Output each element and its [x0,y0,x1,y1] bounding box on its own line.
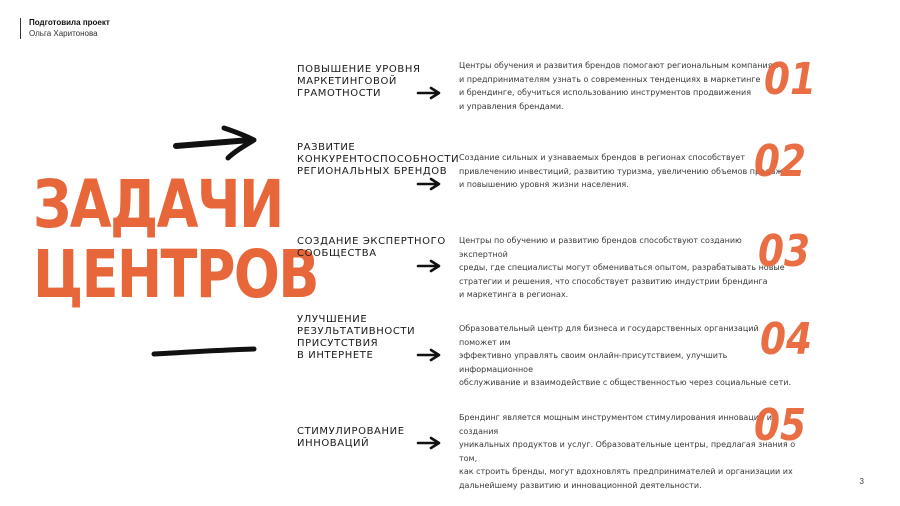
arrow-right-icon [416,348,442,362]
task-description [459,234,789,302]
task-heading-line: КОНКУРЕНТОСПОСОБНОСТИ [297,154,460,165]
author-name: Ольга Харитонова [29,29,98,38]
task-number: 01 [764,54,817,105]
title-line-1: ЗАДАЧИ [33,166,283,243]
task-number: 04 [760,314,813,365]
task-heading-line: СООБЩЕСТВА [297,248,377,259]
task-heading [297,64,421,100]
task-text-line: Центры по обучению и развитию брендов способствуют созданию экспертной [459,236,742,259]
task-heading [297,142,459,178]
task-heading-line: СОЗДАНИЕ ЭКСПЕРТНОГО [297,236,446,247]
task-text-line: дальнейшему развитию и инновационной деятельности. [459,480,702,490]
arrow-right-icon [416,177,442,191]
arrow-right-icon [416,86,442,100]
brush-arrow-icon [172,124,262,164]
task-heading-line: РАЗВИТИЕ [297,142,356,153]
task-heading-line: В ИНТЕРНЕТЕ [297,350,374,361]
author-credit [20,18,110,39]
task-heading-line: ГРАМОТНОСТИ [297,88,382,99]
arrow-right-icon [416,259,442,273]
task-heading [297,426,405,450]
task-heading-line: УЛУЧШЕНИЕ [297,314,368,325]
brush-stroke-icon [150,342,260,362]
task-number: 02 [754,136,807,187]
task-heading-line: РЕГИОНАЛЬНЫХ БРЕНДОВ [297,166,448,177]
task-text-line: среды, где специалисты могут обмениваться опытом, разрабатывать новые [459,263,785,272]
task-text-line: привлечению инвестиций, развитию туризма, увеличению объемов продаж [459,166,783,176]
title-line-2: ЦЕНТРОВ [33,236,318,313]
task-number: 05 [754,400,807,451]
arrow-right-icon [416,436,442,450]
task-text-line: как строить бренды, могут вдохновлять предпринимателей и организации их [459,467,793,476]
task-text-line: и управления брендами. [459,101,564,111]
task-heading-line: ПРИСУТСТВИЯ [297,338,379,349]
task-heading [297,314,415,362]
task-description [459,411,804,492]
author-label: Подготовила проект [29,18,110,27]
task-heading-line: ИННОВАЦИЙ [297,438,370,449]
task-text-line: обслуживание и взаимодействие с общественностью через социальные сети. [459,378,791,387]
task-description [459,322,799,390]
task-heading [297,236,446,260]
task-text-line: Образовательный центр для бизнеса и государственных организаций поможет им [459,324,759,347]
task-text-line: эффективно управлять своим онлайн-присутствием, улучшить информационное [459,351,728,374]
task-description [459,59,789,113]
task-heading-line: МАРКЕТИНГОВОЙ [297,76,398,87]
task-text-line: и предпринимателям узнать о современных тенденциях в маркетинге [459,74,761,84]
task-heading-line: СТИМУЛИРОВАНИЕ [297,426,405,437]
task-description [459,151,789,192]
task-text-line: Центры обучения и развития брендов помогают региональным компаниям [459,61,779,70]
page-title [33,166,318,313]
task-text-line: и повышению уровня жизни населения. [459,180,629,189]
page-number: 3 [859,477,864,486]
task-heading-line: РЕЗУЛЬТАТИВНОСТИ [297,326,416,337]
task-heading-line: ПОВЫШЕНИЕ УРОВНЯ [297,64,421,75]
task-text-line: и брендинге, обучиться использованию инструментов продвижения [459,88,752,97]
task-text-line: Брендинг является мощным инструментом стимулирования инноваций и создания [459,413,772,436]
task-text-line: стратегии и решения, что способствует развитию индустрии брендинга [459,276,768,286]
task-text-line: Создание сильных и узнаваемых брендов в регионах способствует [459,153,745,162]
task-text-line: и маркетинга в регионах. [459,290,569,299]
task-text-line: уникальных продуктов и услуг. Образовательные центры, предлагая знания о том, [459,440,796,463]
task-number: 03 [758,226,811,277]
